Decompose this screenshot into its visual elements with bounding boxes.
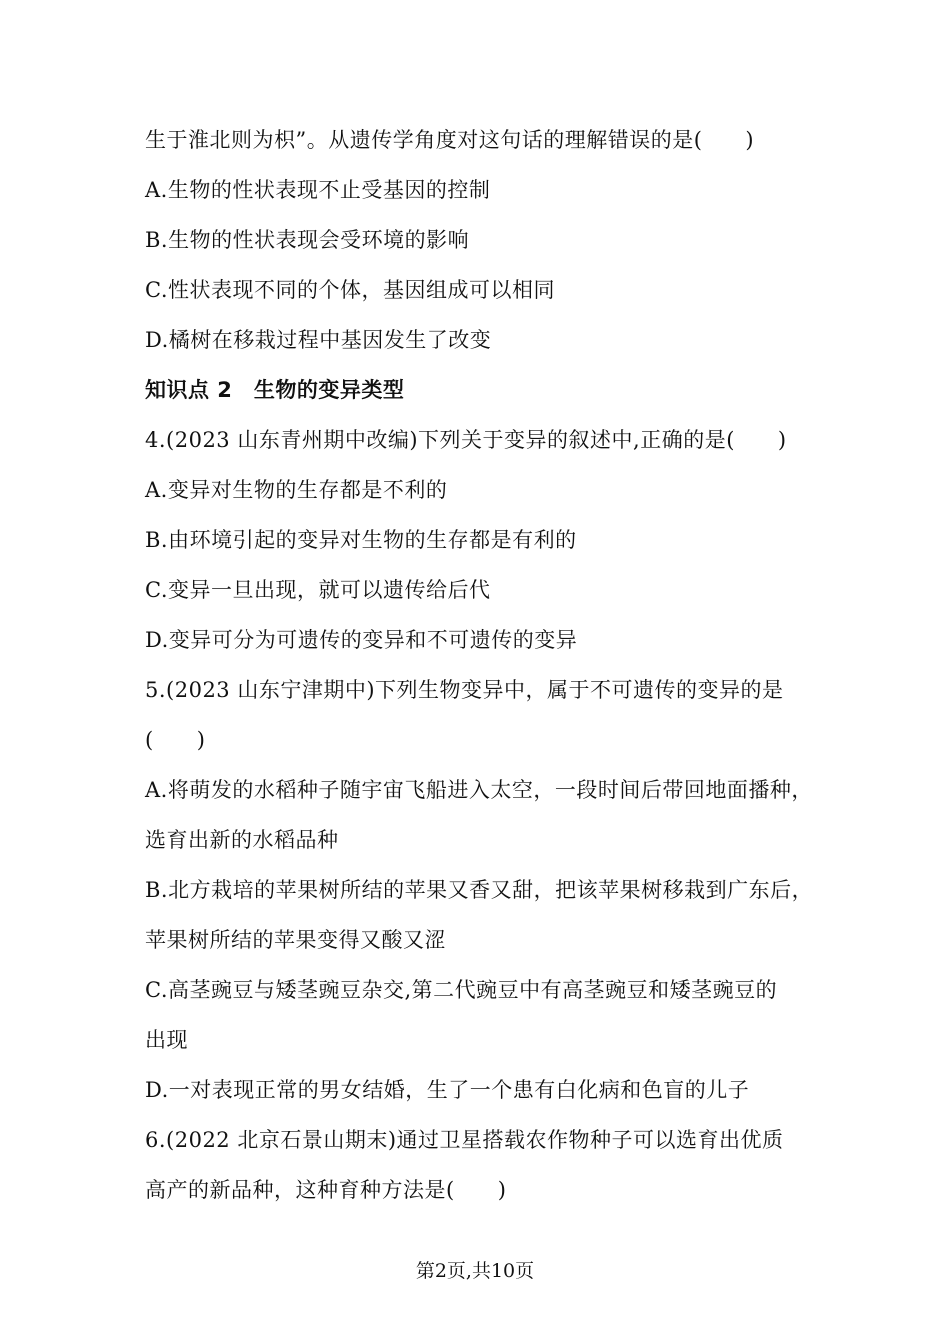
- option-5a-line-2: 选育出新的水稻品种: [145, 828, 339, 852]
- option-4d: D.变异可分为可遗传的变异和不可遗传的变异: [145, 628, 578, 652]
- option-5d: D.一对表现正常的男女结婚，生了一个患有白化病和色盲的儿子: [145, 1078, 750, 1102]
- option-3a: A.生物的性状表现不止受基因的控制: [145, 178, 491, 202]
- option-4a: A.变异对生物的生存都是不利的: [145, 478, 448, 502]
- option-4c: C.变异一旦出现，就可以遗传给后代: [145, 578, 491, 602]
- section-heading: 知识点 2 生物的变异类型: [145, 378, 405, 402]
- option-5b-line-1: B.北方栽培的苹果树所结的苹果又香又甜，把该苹果树移栽到广东后，: [145, 878, 814, 902]
- option-3c: C.性状表现不同的个体，基因组成可以相同: [145, 278, 555, 302]
- option-5b-line-2: 苹果树所结的苹果变得又酸又涩: [145, 928, 446, 952]
- question-6-stem-line-1: 6.(2022 北京石景山期末)通过卫星搭载农作物种子可以选育出优质: [145, 1128, 784, 1152]
- option-4b: B.由环境引起的变异对生物的生存都是有利的: [145, 528, 577, 552]
- question-3-stem-continued: 生于淮北则为枳”。从遗传学角度对这句话的理解错误的是( ): [145, 128, 755, 152]
- question-5-answer-blank: ( ): [145, 728, 206, 752]
- option-3d: D.橘树在移栽过程中基因发生了改变: [145, 328, 492, 352]
- question-5-stem: 5.(2023 山东宁津期中)下列生物变异中，属于不可遗传的变异的是: [145, 678, 784, 702]
- option-5c-line-1: C.高茎豌豆与矮茎豌豆杂交,第二代豌豆中有高茎豌豆和矮茎豌豆的: [145, 978, 778, 1002]
- question-4-stem: 4.(2023 山东青州期中改编)下列关于变异的叙述中,正确的是( ): [145, 428, 787, 452]
- option-5a-line-1: A.将萌发的水稻种子随宇宙飞船进入太空，一段时间后带回地面播种，: [145, 778, 813, 802]
- option-5c-line-2: 出现: [145, 1028, 188, 1052]
- question-6-stem-line-2: 高产的新品种，这种育种方法是( ): [145, 1178, 507, 1202]
- page-number-footer: 第2页,共10页: [415, 1260, 535, 1282]
- option-3b: B.生物的性状表现会受环境的影响: [145, 228, 470, 252]
